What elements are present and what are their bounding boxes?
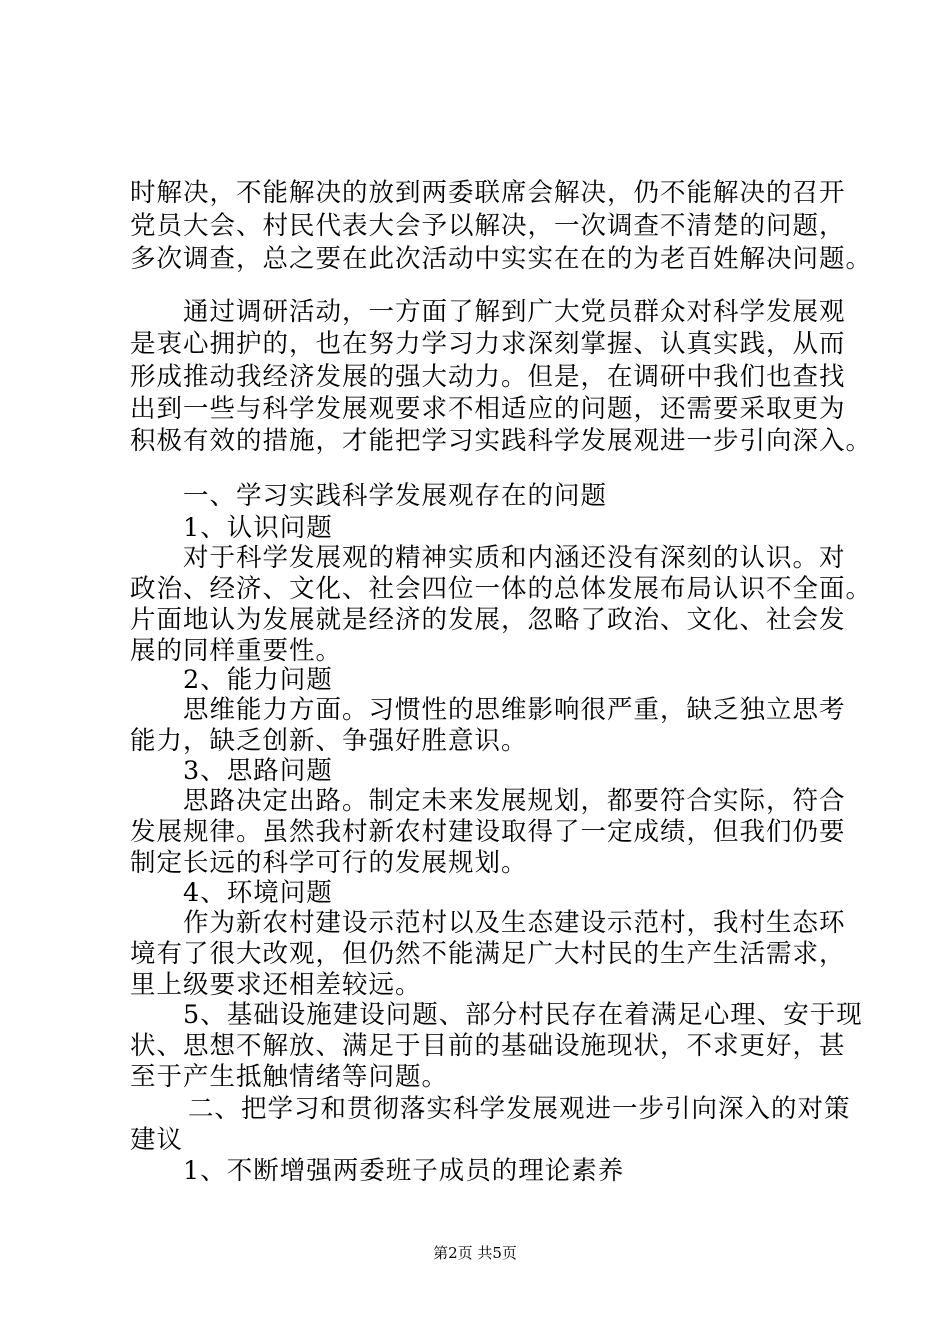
- text-line: 通过调研活动，一方面了解到广大党员群众对科学发展观: [183, 297, 846, 327]
- text-line: 思路决定出路。制定未来发展规划，都要符合实际，符合: [183, 786, 846, 816]
- subsection-heading: 3、思路问题: [183, 756, 333, 786]
- section-heading: 一、学习实践科学发展观存在的问题: [183, 481, 608, 511]
- text-line: 形成推动我经济发展的强大动力。但是，在调研中我们也查找: [130, 362, 846, 392]
- section-heading: 二、把学习和贯彻落实科学发展观进一步引向深入的对策: [188, 1094, 851, 1124]
- text-line: 思维能力方面。习惯性的思维影响很严重，缺乏独立思考: [183, 695, 846, 725]
- text-line: 展的同样重要性。: [130, 636, 343, 666]
- text-line: 发展规律。虽然我村新农村建设取得了一定成绩，但我们仍要: [130, 817, 846, 847]
- page-footer: 第2页 共5页: [433, 1244, 517, 1262]
- text-line: 出到一些与科学发展观要求不相适应的问题，还需要采取更为: [130, 394, 846, 424]
- text-line: 片面地认为发展就是经济的发展，忽略了政治、文化、社会发: [130, 605, 846, 635]
- subsection-heading: 1、不断增强两委班子成员的理论素养: [183, 1156, 625, 1186]
- subsection-heading: 2、能力问题: [183, 665, 333, 695]
- text-line: 党员大会、村民代表大会予以解决，一次调查不清楚的问题，: [130, 211, 846, 241]
- text-line: 状、思想不解放、满足于目前的基础设施现状，不求更好，甚: [130, 1031, 846, 1061]
- text-line: 能力，缺乏创新、争强好胜意识。: [130, 726, 528, 756]
- subsection-heading: 4、环境问题: [183, 878, 333, 908]
- text-line: 作为新农村建设示范村以及生态建设示范村，我村生态环: [183, 908, 846, 938]
- text-line: 政治、经济、文化、社会四位一体的总体发展布局认识不全面。: [130, 574, 873, 604]
- text-line: 制定长远的科学可行的发展规划。: [130, 848, 528, 878]
- text-line: 对于科学发展观的精神实质和内涵还没有深刻的认识。对: [183, 543, 846, 573]
- text-line: 是衷心拥护的，也在努力学习力求深刻掌握、认真实践，从而: [130, 329, 846, 359]
- section-heading-continued: 建议: [130, 1125, 184, 1155]
- subsection-heading: 5、基础设施建设问题、部分村民存在着满足心理、安于现: [183, 1000, 863, 1030]
- text-line: 至于产生抵触情绪等问题。: [130, 1062, 449, 1092]
- text-line: 多次调查，总之要在此次活动中实实在在的为老百姓解决问题。: [130, 244, 873, 274]
- text-line: 积极有效的措施，才能把学习实践科学发展观进一步引向深入。: [130, 426, 873, 456]
- text-line: 里上级要求还相差较远。: [130, 970, 422, 1000]
- text-line: 境有了很大改观，但仍然不能满足广大村民的生产生活需求，: [130, 939, 846, 969]
- text-line: 时解决，不能解决的放到两委联席会解决，仍不能解决的召开: [130, 178, 846, 208]
- subsection-heading: 1、认识问题: [183, 513, 333, 543]
